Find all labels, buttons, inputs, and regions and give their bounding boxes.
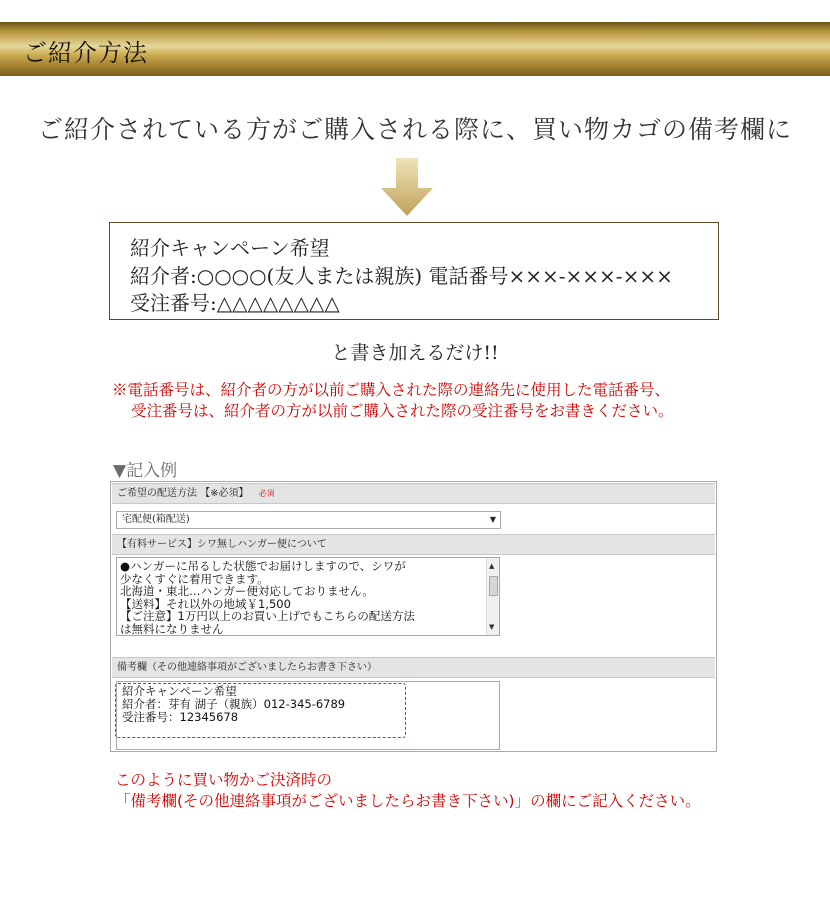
- scrollbar[interactable]: [486, 558, 499, 635]
- note-line-2: 受注番号は、紹介者の方が以前ご購入された際の受注番号をお書きください。: [131, 402, 674, 420]
- example-label: ▼記入例: [113, 461, 178, 481]
- service-line-1: ●ハンガーに吊るした状態でお届けしますので、シワが: [120, 559, 406, 573]
- scrollbar-thumb[interactable]: [489, 576, 498, 596]
- delivery-method-header: [112, 483, 715, 504]
- box-line-2: 紹介者:○○○○(友人または親族) 電話番号×××-×××-×××: [130, 264, 673, 288]
- box-line-3: 受注番号:△△△△△△△△: [130, 291, 340, 315]
- scroll-down-icon[interactable]: ▼: [489, 622, 495, 631]
- highlight-frame: [115, 683, 406, 738]
- example-text-box: [109, 222, 719, 320]
- service-line-6: は無料になりません: [120, 621, 224, 636]
- footer-line-2: 「備考欄(その他連絡事項がございましたらお書き下さい)」の欄にご記入ください。: [115, 792, 701, 810]
- section-title: ご紹介方法: [23, 39, 148, 67]
- service-line-3: 北海道・東北…ハンガー便対応しておりません。: [120, 584, 374, 598]
- remarks-line-3: 受注番号：12345678: [122, 710, 239, 724]
- box-line-1: 紹介キャンペーン希望: [130, 236, 330, 260]
- scroll-up-icon[interactable]: ▲: [489, 562, 495, 570]
- footer-line-1: このように買い物かご決済時の: [115, 771, 333, 789]
- delivery-method-label: ご希望の配送方法 【※必須】: [117, 488, 249, 499]
- example-form-screenshot: [110, 481, 717, 752]
- remarks-header: 備考欄（その他連絡事項がございましたらお書き下さい）: [112, 657, 715, 678]
- down-arrow-icon: [381, 158, 433, 216]
- delivery-method-select[interactable]: [116, 511, 501, 529]
- service-line-2: 少なくすぐに着用できます。: [120, 571, 269, 586]
- service-description-textarea[interactable]: [116, 557, 500, 636]
- chevron-down-icon: ▼: [489, 515, 496, 524]
- remarks-line-1: 紹介キャンペーン希望: [122, 684, 237, 698]
- required-badge: 必須: [258, 489, 275, 498]
- delivery-method-value: 宅配便(箱配送): [122, 514, 190, 525]
- remarks-line-2: 紹介者：芽有 湖子（親族）012-345-6789: [122, 697, 346, 711]
- lead-text: ご紹介されている方がご購入される際に、買い物カゴの備考欄に: [37, 115, 792, 144]
- service-line-5: 【ご注意】1万円以上のお買い上げでもこちらの配送方法: [120, 609, 415, 623]
- instruction-text: と書き加えるだけ!!: [331, 342, 499, 364]
- section-banner: [0, 22, 830, 76]
- note-line-1: ※電話番号は、紹介者の方が以前ご購入された際の連絡先に使用した電話番号、: [112, 381, 671, 399]
- service-header: 【有料サービス】シワ無しハンガー便について: [112, 534, 715, 555]
- service-line-4: 【送料】それ以外の地域￥1,500: [120, 596, 291, 611]
